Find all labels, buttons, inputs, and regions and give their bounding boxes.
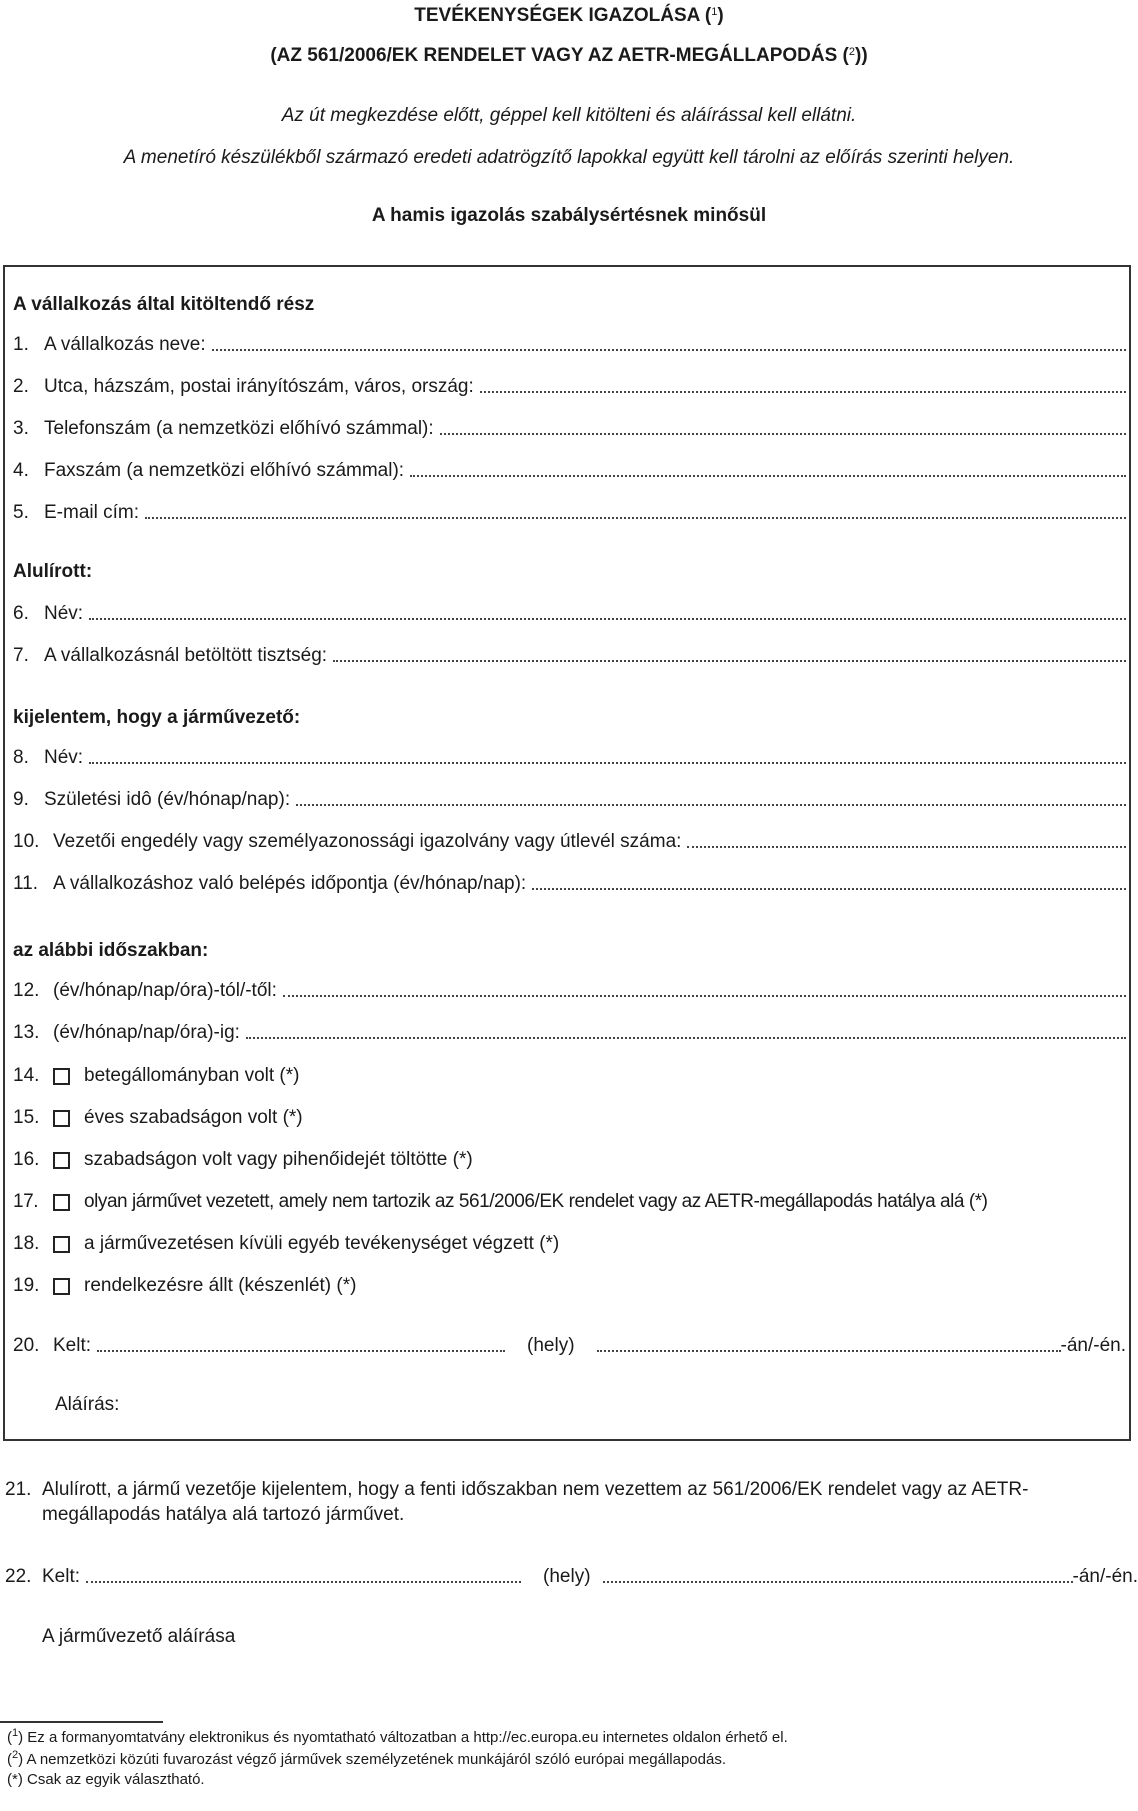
- date-fill-line[interactable]: [86, 1580, 521, 1583]
- period-heading: az alábbi időszakban:: [13, 940, 209, 961]
- driver-signing-place-date[interactable]: 22. Kelt: (hely) -án/-én.: [5, 1566, 1138, 1587]
- field-driver-birthdate[interactable]: 9. Születési idô (év/hónap/nap):: [13, 785, 1126, 811]
- company-form-box: [3, 265, 1131, 1441]
- field-driver-license[interactable]: 10. Vezetői engedély vagy személyazonossági igazolvány vagy útlevél száma:: [13, 827, 1126, 853]
- company-signing-place-date[interactable]: 20. Kelt: (hely) -án/-én.: [13, 1335, 1126, 1356]
- field-period-to[interactable]: 13. (év/hónap/nap/óra)-ig:: [13, 1018, 1126, 1044]
- fill-line[interactable]: [212, 348, 1126, 351]
- date-fill-line[interactable]: [97, 1349, 505, 1352]
- option-available[interactable]: 19. rendelkezésre állt (készenlét) (*): [13, 1275, 357, 1296]
- field-signatory-position[interactable]: 7. A vállalkozásnál betöltött tisztség:: [13, 641, 1126, 667]
- field-company-address[interactable]: 2. Utca, házszám, postai irányítószám, város, ország:: [13, 372, 1126, 398]
- instruction-storage: A menetíró készülékből származó eredeti adatrögzítő lapokkal együtt kell tárolni az előírás szerinti helyen.: [123, 147, 1015, 168]
- company-signature-label: Aláírás:: [55, 1394, 120, 1415]
- form-title: TEVÉKENYSÉGEK IGAZOLÁSA ($^1$): [414, 5, 724, 26]
- fill-line[interactable]: [532, 887, 1126, 890]
- fill-line[interactable]: [246, 1036, 1126, 1039]
- place-fill-line[interactable]: [603, 1580, 1073, 1583]
- fill-line[interactable]: [89, 617, 1126, 620]
- fill-line[interactable]: [480, 390, 1126, 393]
- footnote-1: ($^1$) Ez a formanyomtatvány elektronikus és nyomtatható változatban a http://ec.europa.eu internetes oldalon érhető el.: [7, 1727, 788, 1746]
- checkbox[interactable]: [53, 1068, 70, 1085]
- fill-line[interactable]: [333, 659, 1126, 662]
- footnote-rule: [0, 1721, 163, 1723]
- checkbox[interactable]: [53, 1278, 70, 1295]
- field-company-phone[interactable]: 3. Telefonszám (a nemzetközi előhívó számmal):: [13, 414, 1126, 440]
- checkbox[interactable]: [53, 1236, 70, 1253]
- fill-line[interactable]: [440, 432, 1126, 435]
- company-section-heading: A vállalkozás által kitöltendő rész: [13, 294, 315, 315]
- driver-signature-label: A járművezető aláírása: [42, 1626, 236, 1647]
- fill-line[interactable]: [687, 845, 1126, 848]
- checkbox[interactable]: [53, 1194, 70, 1211]
- footnote-2: ($^2$) A nemzetközi közúti fuvarozást végző járművek személyzetének munkájáról szóló európai megállapodás.: [7, 1749, 726, 1768]
- place-fill-line[interactable]: [597, 1349, 1061, 1352]
- field-company-fax[interactable]: 4. Faxszám (a nemzetközi előhívó számmal):: [13, 456, 1126, 482]
- fill-line[interactable]: [283, 994, 1126, 997]
- option-other-work[interactable]: 18. a járművezetésen kívüli egyéb tevékenységet végzett (*): [13, 1233, 560, 1254]
- undersigned-heading: Alulírott:: [13, 561, 93, 582]
- driver-declaration-line2: megállapodás hatálya alá tartozó járművet.: [42, 1504, 405, 1525]
- option-leave-or-rest[interactable]: 16. szabadságon volt vagy pihenőidejét töltötte (*): [13, 1149, 473, 1170]
- option-annual-leave[interactable]: 15. éves szabadságon volt (*): [13, 1107, 303, 1128]
- field-driver-start-date[interactable]: 11. A vállalkozáshoz való belépés időpontja (év/hónap/nap):: [13, 869, 1126, 895]
- driver-declaration-line1: 21. Alulírott, a jármű vezetője kijelentem, hogy a fenti időszakban nem vezettem az 561/2006/EK rendelet vagy az AETR-: [5, 1479, 1029, 1500]
- fill-line[interactable]: [89, 761, 1126, 764]
- fill-line[interactable]: [296, 803, 1126, 806]
- form-subtitle: (AZ 561/2006/EK RENDELET VAGY AZ AETR-MEGÁLLAPODÁS ($^2$)): [270, 45, 868, 66]
- field-signatory-name[interactable]: 6. Név:: [13, 599, 1126, 625]
- fill-line[interactable]: [145, 516, 1126, 519]
- field-company-email[interactable]: 5. E-mail cím:: [13, 498, 1126, 524]
- field-period-from[interactable]: 12. (év/hónap/nap/óra)-tól/-től:: [13, 976, 1126, 1002]
- option-sick-leave[interactable]: 14. betegállományban volt (*): [13, 1065, 300, 1086]
- checkbox[interactable]: [53, 1110, 70, 1127]
- driver-heading: kijelentem, hogy a járművezető:: [13, 707, 301, 728]
- instruction-fill: Az út megkezdése előtt, géppel kell kitölteni és aláírással kell ellátni.: [281, 105, 857, 126]
- footnote-star: (*) Csak az egyik választható.: [7, 1771, 205, 1788]
- field-driver-name[interactable]: 8. Név:: [13, 743, 1126, 769]
- field-company-name[interactable]: 1. A vállalkozás neve:: [13, 330, 1126, 356]
- checkbox[interactable]: [53, 1152, 70, 1169]
- option-excluded-vehicle[interactable]: 17. olyan járművet vezetett, amely nem tartozik az 561/2006/EK rendelet vagy az AETR-megállapodás hatálya alá (*): [13, 1191, 988, 1212]
- fill-line[interactable]: [410, 474, 1126, 477]
- false-certificate-warning: A hamis igazolás szabálysértésnek minősül: [371, 205, 767, 226]
